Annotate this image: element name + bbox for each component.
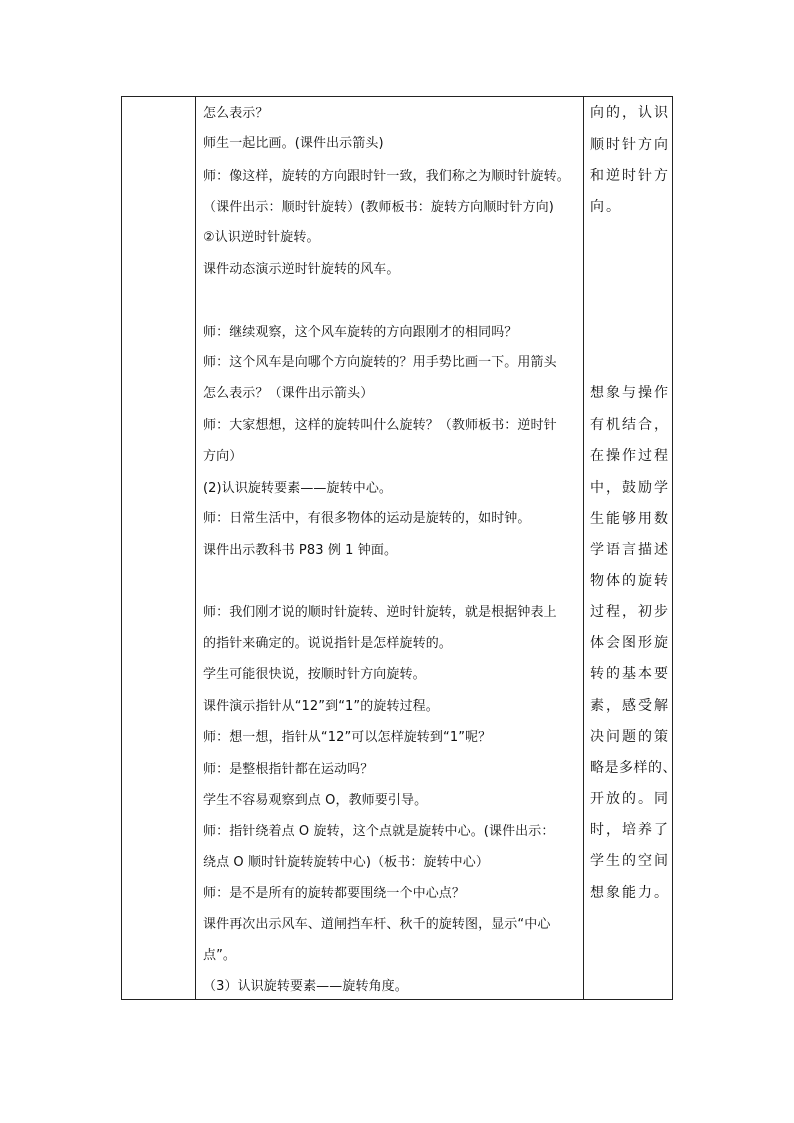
design-intent-column bbox=[584, 97, 677, 999]
process-line: 师生一起比画。(课件出示箭头) bbox=[203, 136, 384, 151]
intent-line: 物体的旋转 bbox=[590, 573, 670, 589]
process-line: 师：是整根指针都在运动吗？ bbox=[203, 762, 374, 777]
process-line: 学生不容易观察到点 O，教师要引导。 bbox=[203, 793, 428, 808]
intent-line: 素，感受解 bbox=[590, 698, 670, 714]
intent-line: 略是多样的、 bbox=[590, 760, 677, 776]
intent-line: 想象能力。 bbox=[590, 885, 670, 901]
process-line: 课件动态演示逆时针旋转的风车。 bbox=[203, 262, 400, 277]
process-line: 方向） bbox=[203, 449, 243, 464]
stage-column bbox=[122, 97, 196, 999]
lesson-table bbox=[121, 96, 677, 1000]
process-line: 的指针来确定的。说说指针是怎样旋转的。 bbox=[203, 636, 452, 651]
process-line: 课件再次出示风车、道闸挡车杆、秋千的旋转图，显示“中心 bbox=[203, 917, 551, 932]
intent-line: 向。 bbox=[590, 199, 622, 215]
intent-line: 过程，初步 bbox=[590, 604, 670, 620]
process-line: （课件出示：顺时针旋转）(教师板书：旋转方向顺时针方向) bbox=[203, 200, 554, 215]
process-line: 课件出示教科书 P83 例 1 钟面。 bbox=[203, 543, 398, 558]
process-line: 师：大家想想，这样的旋转叫什么旋转？（教师板书：逆时针 bbox=[203, 418, 557, 433]
process-line: 师：日常生活中，有很多物体的运动是旋转的，如时钟。 bbox=[203, 511, 531, 526]
process-line: （3）认识旋转要素——旋转角度。 bbox=[203, 979, 408, 994]
process-line: 学生可能很快说，按顺时针方向旋转。 bbox=[203, 667, 426, 682]
process-line: 师：指针绕着点 O 旋转，这个点就是旋转中心。(课件出示： bbox=[203, 824, 555, 839]
intent-line: 中，鼓励学 bbox=[590, 480, 670, 496]
intent-line: 时，培养了 bbox=[590, 822, 670, 838]
process-line: ②认识逆时针旋转。 bbox=[203, 230, 320, 245]
intent-line: 在操作过程 bbox=[590, 448, 670, 464]
process-line: 点”。 bbox=[203, 948, 237, 963]
intent-line: 体会图形旋 bbox=[590, 635, 670, 651]
intent-line: 顺时针方向 bbox=[590, 137, 670, 153]
intent-line: 开放的。同 bbox=[590, 791, 670, 807]
intent-line: 决问题的策 bbox=[590, 729, 670, 745]
intent-line: 想象与操作 bbox=[590, 385, 670, 401]
intent-line: 生能够用数 bbox=[590, 511, 670, 527]
intent-line: 有机结合， bbox=[590, 417, 670, 433]
process-line: 怎么表示？ bbox=[203, 106, 269, 121]
process-line: 课件演示指针从“12”到“1”的旋转过程。 bbox=[203, 699, 439, 714]
intent-line: 学生的空间 bbox=[590, 853, 670, 869]
intent-line: 转的基本要 bbox=[590, 666, 670, 682]
process-line: 师：想一想，指针从“12”可以怎样旋转到“1”呢？ bbox=[203, 730, 492, 745]
intent-line: 和逆时针方 bbox=[590, 168, 670, 184]
teaching-process-column bbox=[196, 97, 584, 999]
process-line: 怎么表示？（课件出示箭头） bbox=[203, 386, 374, 401]
process-line: 师：是不是所有的旋转都要围绕一个中心点？ bbox=[203, 886, 466, 901]
process-line: 师：我们刚才说的顺时针旋转、逆时针旋转，就是根据钟表上 bbox=[203, 605, 557, 620]
process-line: (2)认识旋转要素——旋转中心。 bbox=[203, 481, 393, 496]
process-line: 师：像这样，旋转的方向跟时针一致，我们称之为顺时针旋转。 bbox=[203, 169, 570, 184]
intent-line: 向的，认识 bbox=[590, 105, 670, 121]
intent-line: 学语言描述 bbox=[590, 542, 670, 558]
process-line: 师：这个风车是向哪个方向旋转的？用手势比画一下。用箭头 bbox=[203, 355, 557, 370]
process-line: 绕点 O 顺时针旋转旋转中心)（板书：旋转中心） bbox=[203, 855, 489, 870]
process-line: 师：继续观察，这个风车旋转的方向跟刚才的相同吗？ bbox=[203, 325, 518, 340]
